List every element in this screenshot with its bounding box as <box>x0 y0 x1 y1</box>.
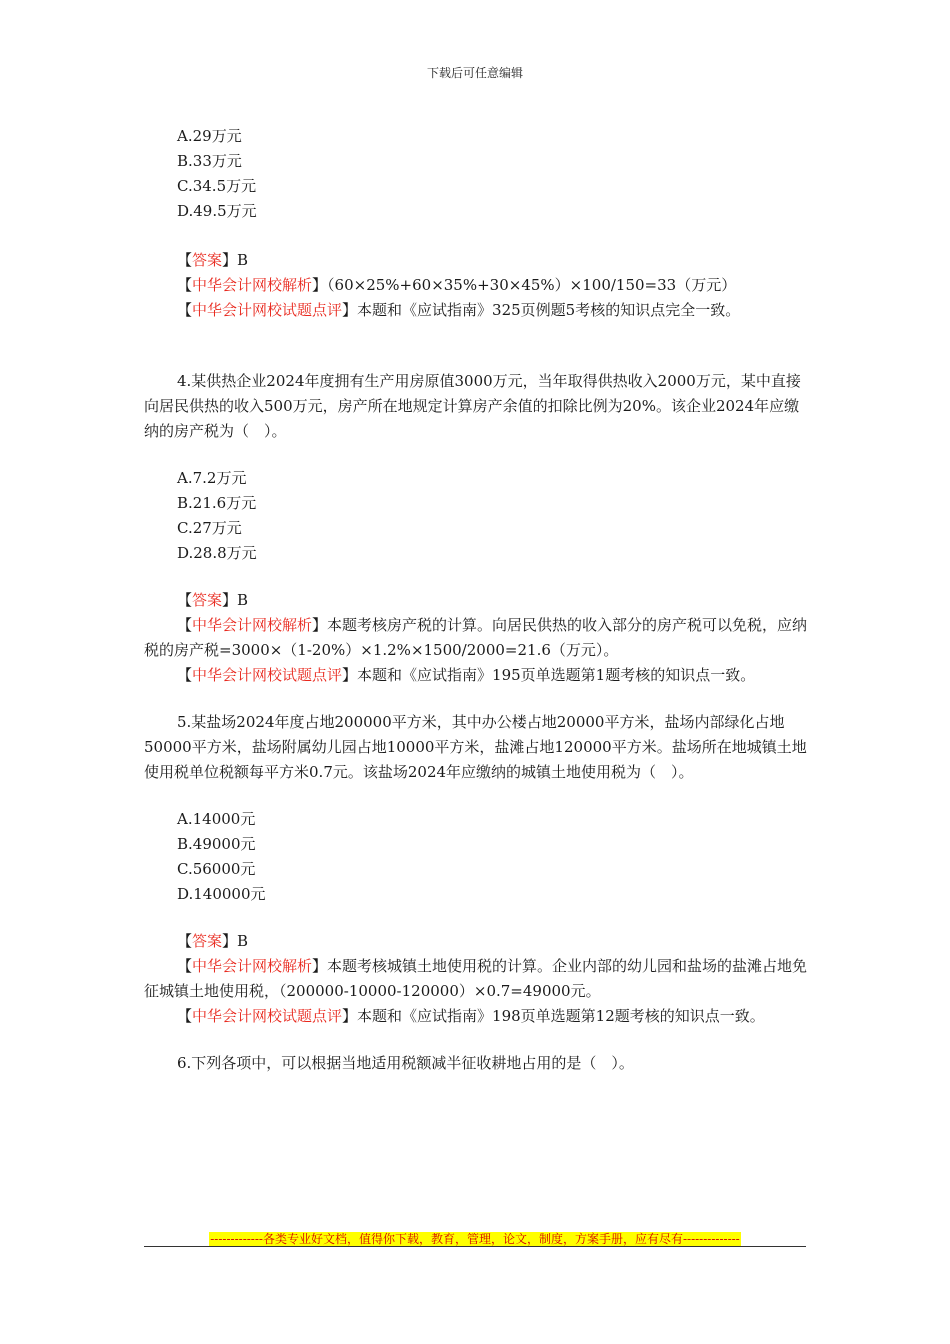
q3-answer: 【答案】B <box>177 251 249 269</box>
footer-banner <box>0 1229 950 1247</box>
q4-option-b: B.21.6万元 <box>177 494 257 512</box>
q5-comment: 【中华会计网校试题点评】本题和《应试指南》198页单选题第12题考核的知识点一致。 <box>177 1007 765 1025</box>
q5-analysis-text: 本题考核城镇土地使用税的计算。企业内部的幼儿园和盐场的盐滩占地免征城镇土地使用税，（200000-10000-120000）×0.7=49000元。 <box>144 957 808 1000</box>
q5-option-a: A.14000元 <box>177 810 256 828</box>
document-body <box>144 124 810 1076</box>
q4-options <box>144 466 810 566</box>
q3-option-b: B.33万元 <box>177 152 242 170</box>
q3-answer-value: B <box>237 251 249 269</box>
q4-answer: 【答案】B <box>177 591 249 609</box>
footer-text: -------------各类专业好文档，值得你下载，教育，管理，论文，制度，方案手册，应有尽有-------------- <box>210 1232 740 1246</box>
q4-analysis-label: 中华会计网校解析 <box>192 616 313 634</box>
q3-analysis: 【中华会计网校解析】（60×25%+60×35%+30×45%）×100/150=33（万元） <box>177 276 737 294</box>
q3-comment-text: 本题和《应试指南》325页例题5考核的知识点完全一致。 <box>357 301 741 319</box>
q5-option-c: C.56000元 <box>177 860 256 878</box>
page-header: 下载后可任意编辑 <box>426 66 523 80</box>
q6-stem: 6.下列各项中，可以根据当地适用税额减半征收耕地占用的是（ ）。 <box>177 1054 634 1072</box>
q3-options <box>144 124 810 224</box>
q4-answer-label: 答案 <box>192 591 223 609</box>
q4-comment-text: 本题和《应试指南》195页单选题第1题考核的知识点一致。 <box>357 666 756 684</box>
q3-option-d: D.49.5万元 <box>177 202 257 220</box>
q4-analysis-text: 本题考核房产税的计算。向居民供热的收入部分的房产税可以免税，应纳税的房产税=3000×（1-20%）×1.2%×1500/2000=21.6（万元）。 <box>144 616 808 659</box>
q5-answer-label: 答案 <box>192 932 223 950</box>
q3-analysis-text: （60×25%+60×35%+30×45%）×100/150=33（万元） <box>327 276 737 294</box>
q4-comment: 【中华会计网校试题点评】本题和《应试指南》195页单选题第1题考核的知识点一致。 <box>177 666 756 684</box>
q3-comment: 【中华会计网校试题点评】本题和《应试指南》325页例题5考核的知识点完全一致。 <box>177 301 741 319</box>
q5-comment-text: 本题和《应试指南》198页单选题第12题考核的知识点一致。 <box>357 1007 765 1025</box>
q3-analysis-label: 中华会计网校解析 <box>192 276 313 294</box>
q4-option-c: C.27万元 <box>177 519 242 537</box>
q4-option-d: D.28.8万元 <box>177 544 257 562</box>
q5-comment-label: 中华会计网校试题点评 <box>192 1007 343 1025</box>
q5-options <box>144 807 810 907</box>
q5-answer: 【答案】B <box>177 932 249 950</box>
q5-answer-value: B <box>237 932 249 950</box>
q3-option-c: C.34.5万元 <box>177 177 257 195</box>
q4-stem: 4.某供热企业2024年度拥有生产用房原值3000万元，当年取得供热收入2000万元，某中直接向居民供热的收入500万元，房产所在地规定计算房产余值的扣除比例为20%。该企业2024年应缴纳的房产税为（ ）。 <box>144 372 801 440</box>
q4-answer-value: B <box>237 591 249 609</box>
footer-divider <box>144 1246 806 1247</box>
q4-comment-label: 中华会计网校试题点评 <box>192 666 343 684</box>
q4-analysis: 【中华会计网校解析】本题考核房产税的计算。向居民供热的收入部分的房产税可以免税，应纳税的房产税=3000×（1-20%）×1.2%×1500/2000=21.6（万元）。 <box>144 616 808 659</box>
q3-option-a: A.29万元 <box>177 127 242 145</box>
q5-analysis-label: 中华会计网校解析 <box>192 957 313 975</box>
q5-option-b: B.49000元 <box>177 835 256 853</box>
q5-option-d: D.140000元 <box>177 885 266 903</box>
q3-comment-label: 中华会计网校试题点评 <box>192 301 343 319</box>
q5-analysis: 【中华会计网校解析】本题考核城镇土地使用税的计算。企业内部的幼儿园和盐场的盐滩占地免征城镇土地使用税，（200000-10000-120000）×0.7=49000元。 <box>144 957 808 1000</box>
q3-answer-label: 答案 <box>192 251 223 269</box>
q5-stem: 5.某盐场2024年度占地200000平方米，其中办公楼占地20000平方米，盐场内部绿化占地50000平方米，盐场附属幼儿园占地10000平方米，盐滩占地120000平方米。盐场所在地城镇土地使用税单位税额每平方米0.7元。该盐场2024年应缴纳的城镇土地使用税为（ ）。 <box>144 713 807 781</box>
q4-option-a: A.7.2万元 <box>177 469 247 487</box>
